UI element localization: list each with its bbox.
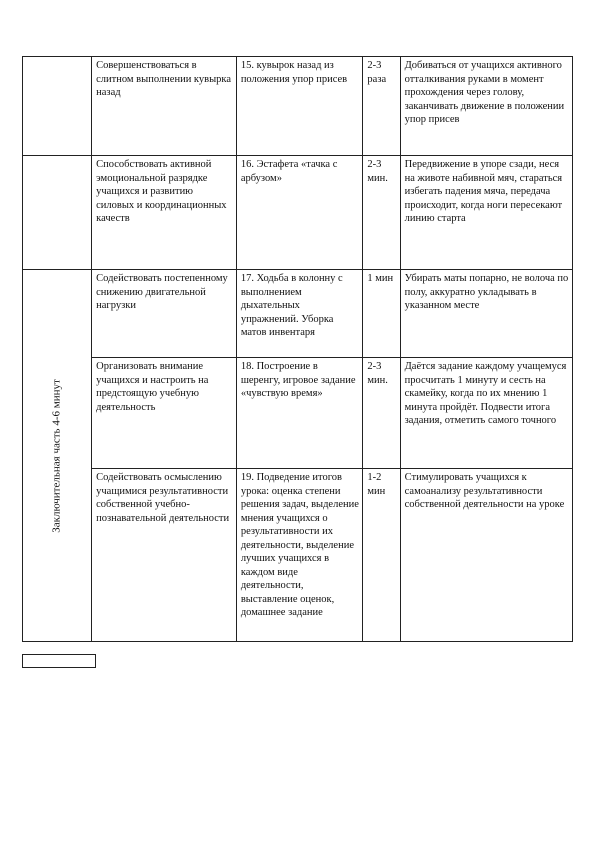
task-cell: Содействовать осмыслению учащимися результативности собственной учебно-познавательной деятельности	[92, 469, 237, 642]
dose-cell: 1-2 мин	[363, 469, 400, 642]
method-cell: Убирать маты попарно, не волоча по полу, аккуратно укладывать в указанном месте	[400, 270, 572, 358]
method-cell: Добиваться от учащихся активного отталкивания руками в момент прохождения через голову, заканчивать движение в положении упор присев	[400, 57, 572, 156]
content-cell: 17. Ходьба в колонну с выполнением дыхательных упражнений. Уборка матов инвентаря	[236, 270, 363, 358]
task-cell: Совершенствоваться в слитном выполнении кувырка назад	[92, 57, 237, 156]
dose-cell: 2-3 мин.	[363, 358, 400, 469]
method-cell: Даётся задание каждому учащемуся просчитать 1 минуту и сесть на скамейку, когда по их мнению 1 минута пройдёт. Подвести итога задания, отметить самого точного	[400, 358, 572, 469]
phase-cell-empty	[23, 156, 92, 270]
task-cell: Способствовать активной эмоциональной разрядке учащихся и развитию силовых и координационных качеств	[92, 156, 237, 270]
phase-label: Заключительная часть 4-6 минут	[50, 378, 63, 533]
phase-cell	[23, 270, 92, 642]
phase-cell-empty	[23, 57, 92, 156]
table-row	[23, 270, 573, 358]
table-row	[23, 57, 573, 156]
dose-cell: 2-3 раза	[363, 57, 400, 156]
empty-table-fragment	[22, 654, 96, 668]
table-row	[23, 156, 573, 270]
method-cell: Передвижение в упоре сзади, неся на животе набивной мяч, стараться избегать падения мяча, передача происходит, когда ноги пересекают линию старта	[400, 156, 572, 270]
dose-cell: 1 мин	[363, 270, 400, 358]
content-cell: 15. кувырок назад из положения упор присев	[236, 57, 363, 156]
method-cell: Стимулировать учащихся к самоанализу результативности собственной деятельности на уроке	[400, 469, 572, 642]
task-cell: Содействовать постепенному снижению двигательной нагрузки	[92, 270, 237, 358]
table-row	[23, 358, 573, 469]
content-cell: 16. Эстафета «тачка с арбузом»	[236, 156, 363, 270]
content-cell: 19. Подведение итогов урока: оценка степени решения задач, выделение мнения учащихся о результативности их деятельности, выделение лучших учащихся в каждом виде деятельности, выставление оценок, домашнее задание	[236, 469, 363, 642]
task-cell: Организовать внимание учащихся и настроить на предстоящую учебную деятельность	[92, 358, 237, 469]
dose-cell: 2-3 мин.	[363, 156, 400, 270]
table-row	[23, 469, 573, 642]
content-cell: 18. Построение в шеренгу, игровое задание «чувствую время»	[236, 358, 363, 469]
lesson-plan-table	[22, 56, 573, 642]
